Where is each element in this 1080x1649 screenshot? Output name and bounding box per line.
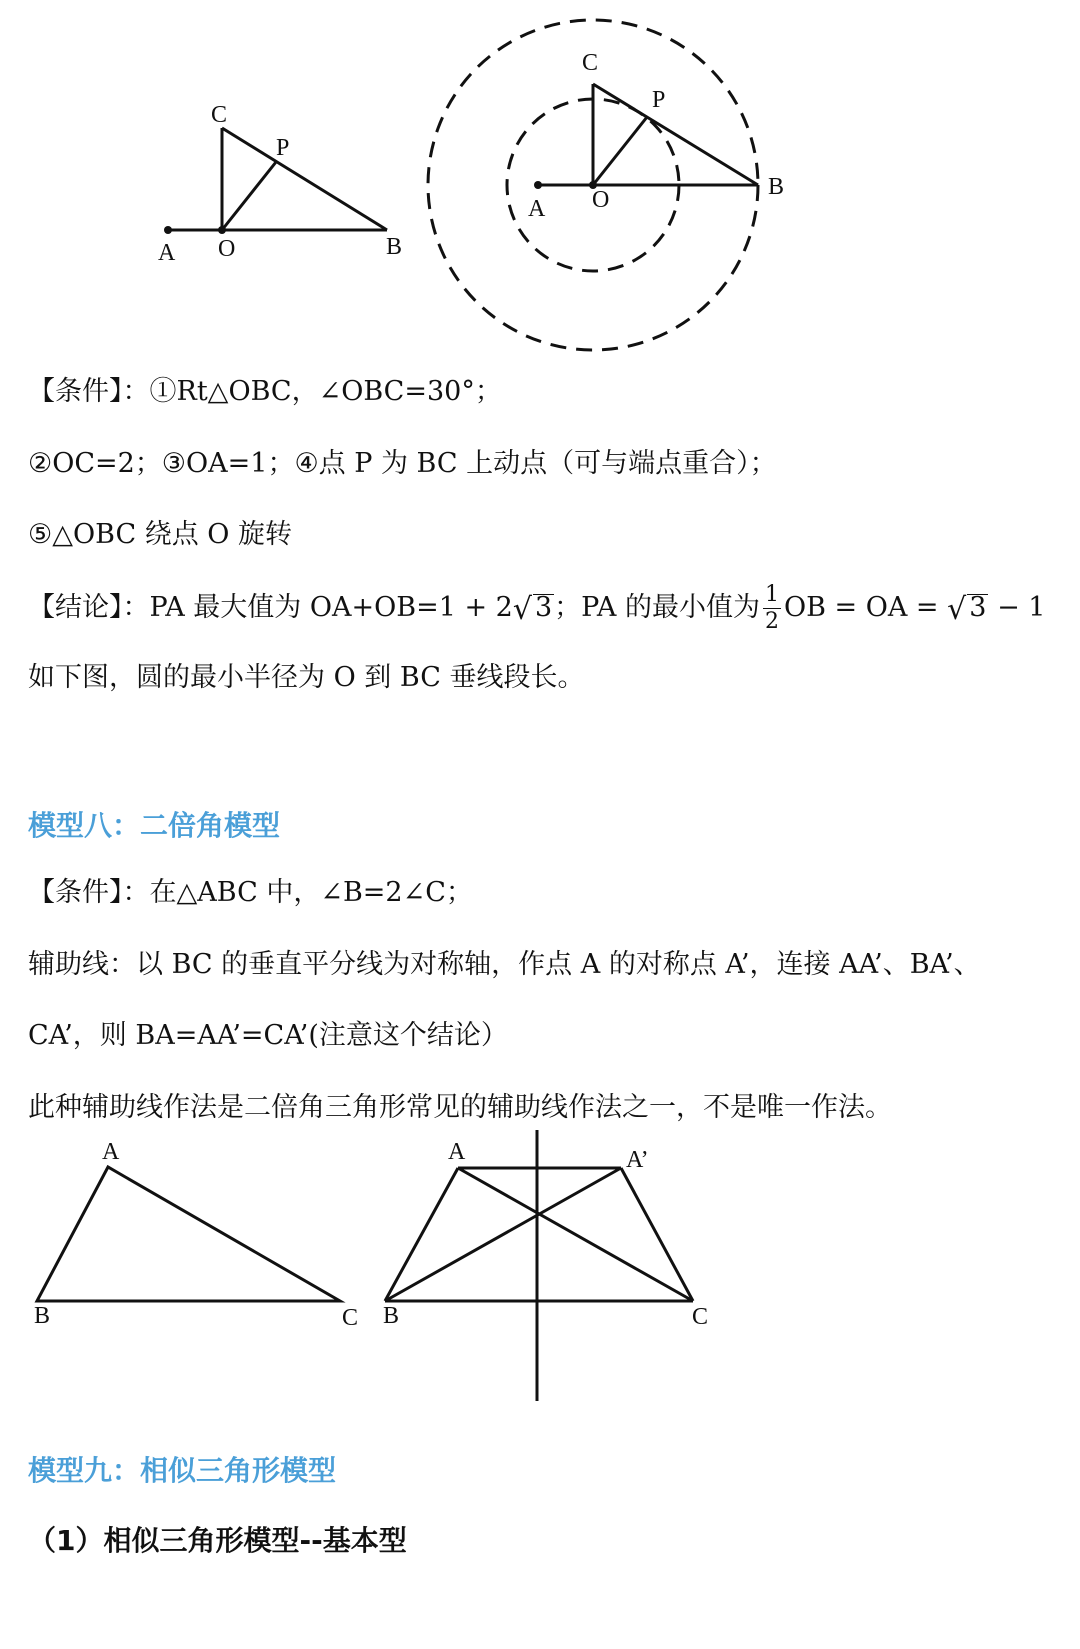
conclusion-line — [28, 584, 1045, 633]
sqrt-symbol-2: √ — [947, 592, 967, 627]
left-abc-triangle — [37, 1167, 340, 1301]
label-c-right: C — [692, 1304, 709, 1330]
sqrt-value-1: 3 — [534, 592, 553, 623]
point-a-right — [534, 181, 542, 189]
fraction-one-half: $\frac{1}{2}$ — [764, 582, 779, 634]
model8-heading: 模型八：二倍角模型 — [28, 809, 281, 842]
label-a-left: A — [102, 1139, 120, 1165]
label-p: P — [276, 135, 290, 161]
sqrt-value-2: 3 — [969, 592, 987, 623]
point-a — [164, 226, 172, 234]
model9-subheading: （1）相似三角形模型--基本型 — [28, 1524, 407, 1557]
label-c-left: C — [342, 1305, 359, 1331]
rotation-figure — [0, 0, 1080, 370]
label-b-right: B — [768, 174, 785, 200]
label-a: A — [158, 240, 176, 266]
conclusion-after-fraction: OB = OA = — [783, 592, 939, 623]
conclusion-prefix: 【结论】：PA 最大值为 OA+OB=1 + 2 — [28, 592, 513, 623]
label-o-right: O — [592, 187, 610, 213]
model7-note: 如下图，圆的最小半径为 O 到 BC 垂线段长。 — [28, 662, 585, 693]
model8-condition: 【条件】：在△ABC 中，∠B=2∠C； — [28, 877, 473, 908]
label-p-right: P — [652, 87, 666, 113]
sqrt-symbol: √ — [512, 592, 532, 627]
model9-heading: 模型九：相似三角形模型 — [28, 1454, 337, 1487]
conclusion-mid: ；PA 的最小值为 — [554, 592, 760, 623]
segment-op — [222, 162, 276, 230]
condition-line-1: 【条件】：①Rt△OBC，∠OBC=30°； — [28, 376, 502, 407]
label-c-right: C — [582, 50, 599, 76]
model8-aux-line-1: 辅助线：以 BC 的垂直平分线为对称轴，作点 A 的对称点 A’，连接 AA’、BA’、 — [28, 949, 981, 980]
condition-line-2: ②OC=2；③OA=1；④点 P 为 BC 上动点（可与端点重合）； — [28, 448, 777, 479]
label-o: O — [218, 236, 236, 262]
model8-note: 此种辅助线作法是二倍角三角形常见的辅助线作法之一，不是唯一作法。 — [28, 1092, 892, 1123]
label-a-right: A — [528, 196, 546, 222]
double-angle-figure — [0, 1125, 1080, 1410]
label-b: B — [386, 234, 403, 260]
triangle-abc — [37, 1167, 340, 1301]
label-a-prime: A’ — [626, 1147, 649, 1173]
segment-cb — [222, 128, 387, 230]
condition-line-3: ⑤△OBC 绕点 O 旋转 — [28, 519, 292, 550]
point-o — [218, 226, 226, 234]
label-c: C — [211, 102, 228, 128]
label-b-left: B — [34, 1303, 51, 1329]
segment-op-right — [593, 117, 647, 185]
model8-aux-line-2: CA’，则 BA=AA’=CA’(注意这个结论） — [28, 1020, 508, 1051]
label-a-right: A — [448, 1139, 466, 1165]
label-b-right: B — [383, 1303, 400, 1329]
conclusion-end: − 1 — [997, 592, 1046, 623]
